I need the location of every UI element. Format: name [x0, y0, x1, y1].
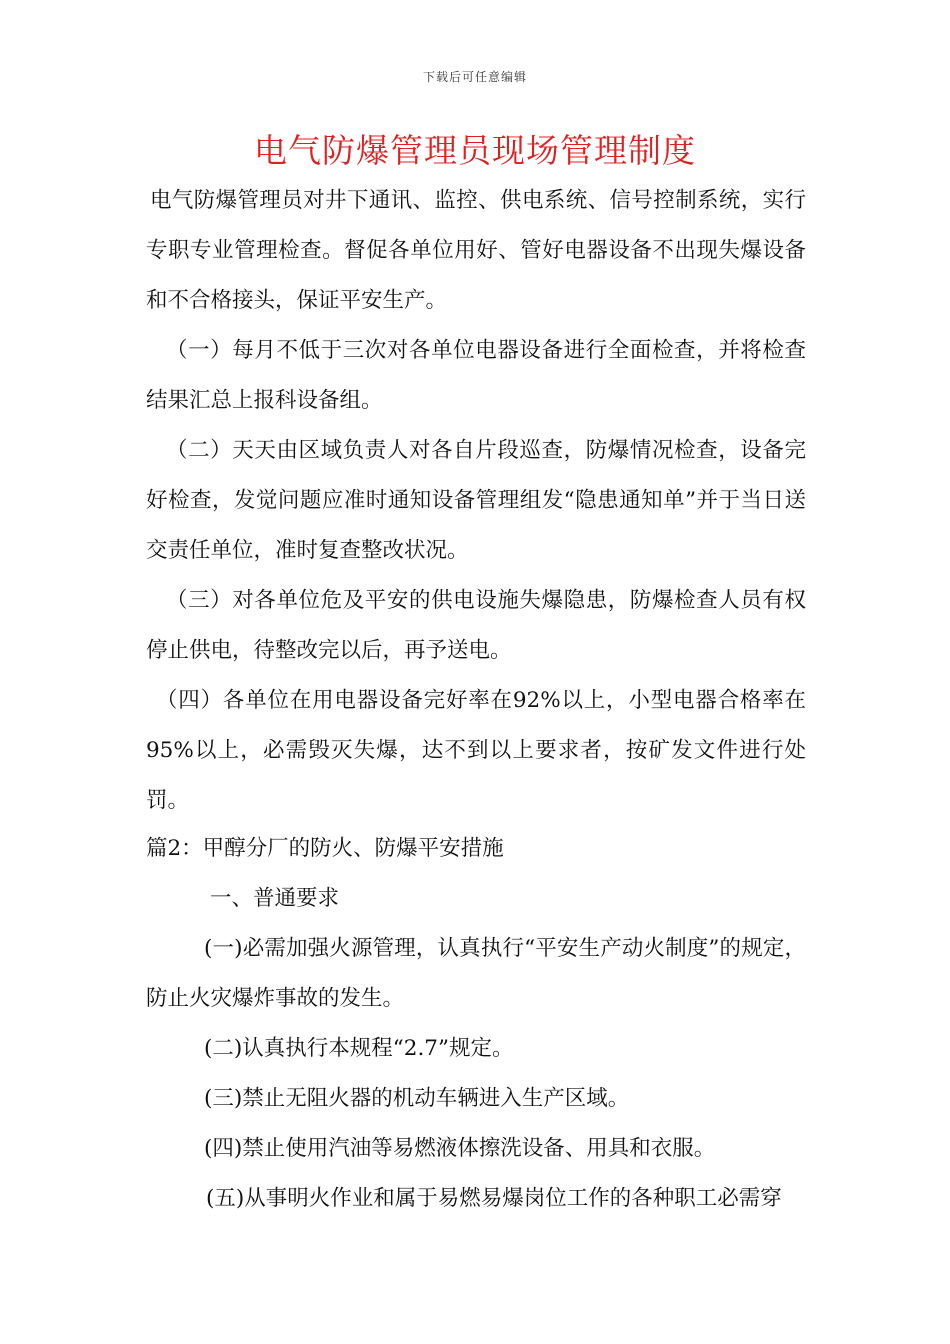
- general-item-3: (三)禁止无阻火器的机动车辆进入生产区域。: [204, 1086, 630, 1111]
- rule-item-1: （一）每月不低于三次对各单位电器设备进行全面检查，并将检查结果汇总上报科设备组。: [146, 338, 806, 413]
- general-item-1: (一)必需加强火源管理，认真执行“平安生产动火制度”的规定，防止火灾爆炸事故的发生。: [146, 936, 806, 1011]
- general-item-5: (五)从事明火作业和属于易燃易爆岗位工作的各种职工必需穿: [206, 1186, 782, 1211]
- header-note: 下载后可任意编辑: [422, 70, 527, 84]
- general-item-4: (四)禁止使用汽油等易燃液体擦洗设备、用具和衣服。: [204, 1136, 716, 1161]
- section-2-title: 篇2：甲醇分厂的防火、防爆平安措施: [146, 836, 504, 861]
- intro-paragraph: 电气防爆管理员对井下通讯、监控、供电系统、信号控制系统，实行专职专业管理检查。督促各单位用好、管好电器设备不出现失爆设备和不合格接头，保证平安生产。: [146, 188, 806, 313]
- general-requirements-heading: 一、普通要求: [210, 886, 340, 911]
- rule-item-2: （二）天天由区域负责人对各自片段巡查，防爆情况检查，设备完好检查，发觉问题应准时通知设备管理组发“隐患通知单”并于当日送交责任单位，准时复查整改状况。: [146, 438, 806, 563]
- document-title: 电气防爆管理员现场管理制度: [254, 131, 696, 170]
- general-item-2: (二)认真执行本规程“2.7”规定。: [204, 1036, 514, 1061]
- rule-item-3: （三）对各单位危及平安的供电设施失爆隐患，防爆检查人员有权停止供电，待整改完以后，再予送电。: [146, 588, 806, 663]
- rule-item-4: （四）各单位在用电器设备完好率在92%以上，小型电器合格率在95%以上，必需毁灭失爆，达不到以上要求者，按矿发文件进行处罚。: [146, 688, 806, 813]
